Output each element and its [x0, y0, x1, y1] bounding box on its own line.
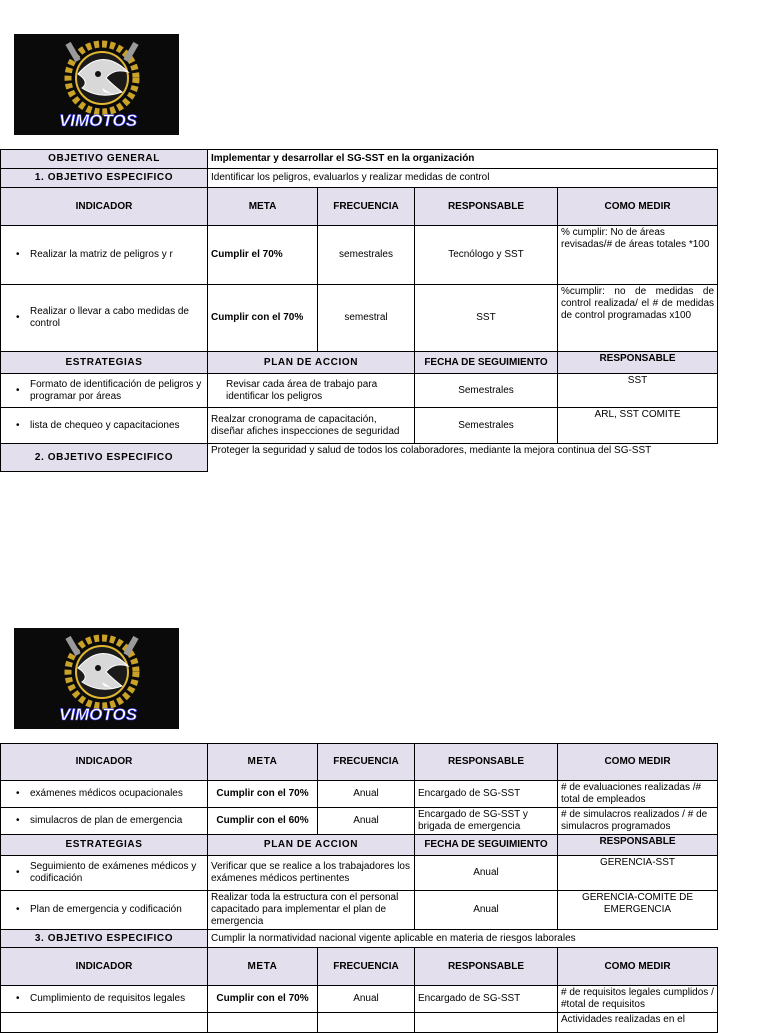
indicador-cell — [1, 1013, 208, 1033]
plan-table-1 — [0, 149, 718, 472]
frecuencia-cell: Anual — [318, 986, 415, 1013]
objetivo-especifico-2-label: 2. OBJETIVO ESPECIFICO — [1, 444, 208, 472]
table-row — [1, 808, 718, 835]
company-logo-2 — [14, 628, 179, 729]
meta-cell — [208, 1013, 318, 1033]
strategy-header-row — [1, 835, 718, 856]
bullet-icon: • — [16, 419, 20, 431]
header-frecuencia: FRECUENCIA — [318, 948, 415, 986]
objetivo-especifico-3-row — [1, 930, 718, 948]
indicator-header-row-2 — [1, 948, 718, 986]
fecha-cell: Semestrales — [415, 408, 558, 444]
table-row — [1, 374, 718, 408]
responsable-cell: Encargado de SG-SST — [415, 986, 558, 1013]
fecha-cell: Anual — [415, 891, 558, 930]
indicator-header-row — [1, 744, 718, 781]
header-plan-de-accion: PLAN DE ACCION — [208, 835, 415, 856]
meta-cell: Cumplir el 70% — [208, 226, 318, 285]
como-medir-cell: # de evaluaciones realizadas /# total de empleados — [558, 781, 718, 808]
indicador-cell: • Realizar la matriz de peligros y r — [1, 226, 208, 285]
objetivo-especifico-3-label: 3. OBJETIVO ESPECIFICO — [1, 930, 208, 948]
frecuencia-cell: Anual — [318, 808, 415, 835]
plan-cell: Revisar cada área de trabajo para identificar los peligros — [208, 374, 415, 408]
bullet-icon: • — [16, 904, 20, 915]
responsable-cell: SST — [415, 285, 558, 352]
logo-emblem — [14, 34, 179, 135]
header-como-medir: COMO MEDIR — [558, 744, 718, 781]
header-frecuencia: FRECUENCIA — [318, 744, 415, 781]
objetivo-general-label: OBJETIVO GENERAL — [1, 150, 208, 169]
strategy-header-row — [1, 352, 718, 374]
frecuencia-cell: semestral — [318, 285, 415, 352]
header-indicador: INDICADOR — [1, 744, 208, 781]
objetivo-general-value: Implementar y desarrollar el SG-SST en la organización — [208, 150, 718, 169]
header-fecha-de-seguimiento: FECHA DE SEGUIMIENTO — [415, 835, 558, 856]
header-estrategias: ESTRATEGIAS — [1, 835, 208, 856]
table-row — [1, 986, 718, 1013]
table-row — [1, 285, 718, 352]
frecuencia-cell: Anual — [318, 781, 415, 808]
como-medir-cell: % cumplir: No de áreas revisadas/# de áreas totales *100 — [558, 226, 718, 285]
table-row — [1, 891, 718, 930]
header-responsable-2: RESPONSABLE — [558, 352, 718, 374]
header-como-medir: COMO MEDIR — [558, 188, 718, 226]
como-medir-cell: Actividades realizadas en el — [558, 1013, 718, 1033]
table-row — [1, 1013, 718, 1033]
plan-table-2 — [0, 743, 718, 1033]
indicator-header-row — [1, 188, 718, 226]
header-meta: META — [208, 948, 318, 986]
bullet-icon: • — [16, 312, 20, 323]
indicador-cell: • Cumplimiento de requisitos legales — [1, 986, 208, 1013]
header-plan-de-accion: PLAN DE ACCION — [208, 352, 415, 374]
objetivo-especifico-2-row — [1, 444, 718, 472]
responsable-cell — [415, 1013, 558, 1033]
header-responsable: RESPONSABLE — [415, 948, 558, 986]
fecha-cell: Semestrales — [415, 374, 558, 408]
frecuencia-cell — [318, 1013, 415, 1033]
objetivo-especifico-3-value: Cumplir la normatividad nacional vigente aplicable en materia de riesgos laborales — [208, 930, 718, 948]
plan-cell: Verificar que se realice a los trabajadores los exámenes médicos pertinentes — [208, 856, 415, 891]
como-medir-cell: # de simulacros realizados / # de simulacros programados — [558, 808, 718, 835]
company-logo — [14, 34, 179, 135]
bullet-icon: • — [16, 815, 20, 826]
objetivo-especifico-1-label: 1. OBJETIVO ESPECIFICO — [1, 169, 208, 188]
header-meta: META — [208, 744, 318, 781]
plan-cell: Realzar cronograma de capacitación, diseñar afiches inspecciones de seguridad — [208, 408, 415, 444]
meta-cell: Cumplir con el 70% — [208, 781, 318, 808]
header-responsable: RESPONSABLE — [415, 188, 558, 226]
como-medir-cell: %cumplir: no de medidas de control realizada/ el # de medidas de control programadas x100 — [558, 285, 718, 352]
header-estrategias: ESTRATEGIAS — [1, 352, 208, 374]
header-indicador: INDICADOR — [1, 188, 208, 226]
meta-cell: Cumplir con el 70% — [208, 285, 318, 352]
responsable-cell: SST — [558, 374, 718, 408]
estrategia-cell: • Formato de identificación de peligros y programar por áreas — [1, 374, 208, 408]
bullet-icon: • — [16, 993, 20, 1004]
bullet-icon: • — [16, 384, 20, 396]
header-responsable: RESPONSABLE — [415, 744, 558, 781]
bullet-icon: • — [16, 788, 20, 799]
fecha-cell: Anual — [415, 856, 558, 891]
responsable-cell: GERENCIA-COMITE DE EMERGENCIA — [558, 891, 718, 930]
estrategia-cell: • Seguimiento de exámenes médicos y codificación — [1, 856, 208, 891]
estrategia-cell: • Plan de emergencia y codificación — [1, 891, 208, 930]
bullet-icon: • — [16, 867, 20, 878]
objetivo-especifico-1-value: Identificar los peligros, evaluarlos y realizar medidas de control — [208, 169, 718, 188]
como-medir-cell: # de requisitos legales cumplidos / #total de requisitos — [558, 986, 718, 1013]
responsable-cell: GERENCIA-SST — [558, 856, 718, 891]
logo-wordmark: VIMOTOS — [58, 111, 138, 130]
logo-emblem — [14, 628, 179, 729]
logo-wordmark: VIMOTOS — [58, 705, 138, 724]
objetivo-general-row — [1, 150, 718, 169]
plan-cell: Realizar toda la estructura con el personal capacitado para implementar el plan de emergencia — [208, 891, 415, 930]
indicador-cell: • exámenes médicos ocupacionales — [1, 781, 208, 808]
estrategia-cell: • lista de chequeo y capacitaciones — [1, 408, 208, 444]
objetivo-especifico-1-row — [1, 169, 718, 188]
table-row — [1, 226, 718, 285]
header-responsable-2: RESPONSABLE — [558, 835, 718, 856]
header-meta: META — [208, 188, 318, 226]
header-como-medir: COMO MEDIR — [558, 948, 718, 986]
frecuencia-cell: semestrales — [318, 226, 415, 285]
responsable-cell: Tecnólogo y SST — [415, 226, 558, 285]
header-indicador: INDICADOR — [1, 948, 208, 986]
meta-cell: Cumplir con el 70% — [208, 986, 318, 1013]
responsable-cell: Encargado de SG-SST y brigada de emergencia — [415, 808, 558, 835]
responsable-cell: ARL, SST COMITE — [558, 408, 718, 444]
header-frecuencia: FRECUENCIA — [318, 188, 415, 226]
meta-cell: Cumplir con el 60% — [208, 808, 318, 835]
responsable-cell: Encargado de SG-SST — [415, 781, 558, 808]
table-row — [1, 408, 718, 444]
header-fecha-de-seguimiento: FECHA DE SEGUIMIENTO — [415, 352, 558, 374]
indicador-cell: • simulacros de plan de emergencia — [1, 808, 208, 835]
objetivo-especifico-2-value: Proteger la seguridad y salud de todos los colaboradores, mediante la mejora continua del SG-SST — [208, 444, 718, 472]
indicador-cell: • Realizar o llevar a cabo medidas de control — [1, 285, 208, 352]
bullet-icon: • — [16, 249, 20, 260]
table-row — [1, 781, 718, 808]
table-row — [1, 856, 718, 891]
